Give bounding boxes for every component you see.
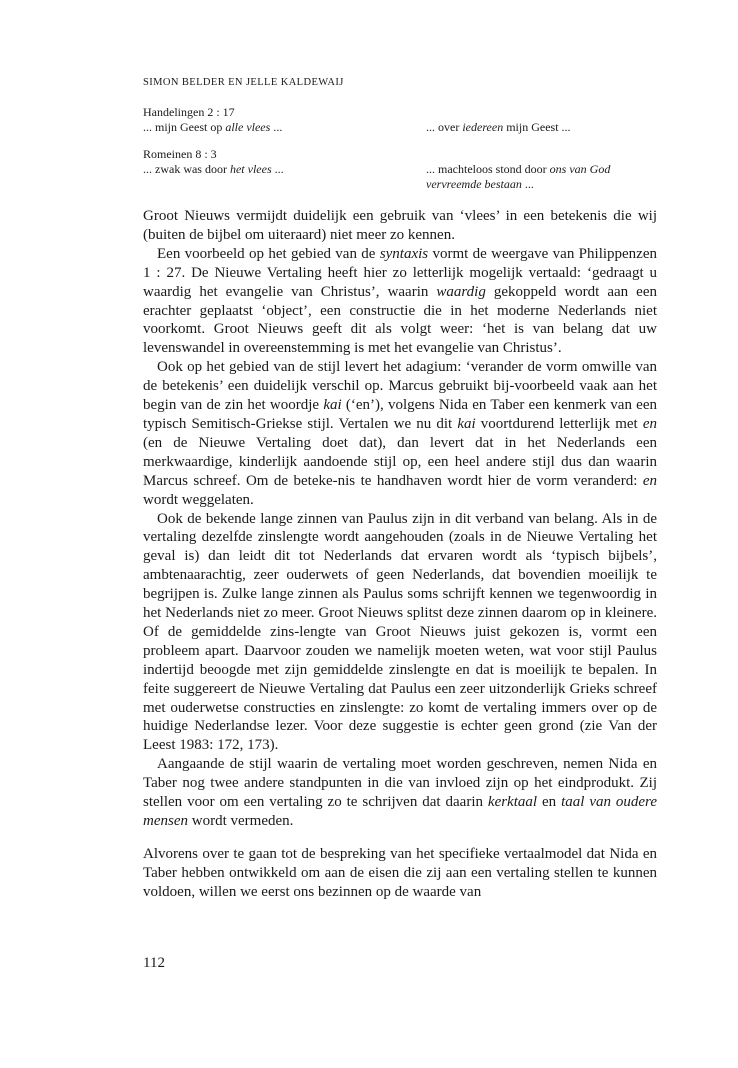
italic-term: kerktaal [487,794,538,811]
paragraph: Groot Nieuws vermijdt duidelijk een gebruik van ‘vlees’ in een betekenis die wij (buiten de bijbel om uiteraard) niet meer zo kennen. [143,208,657,243]
verse-reference: Romeinen 8 : 3 [143,147,217,161]
paragraph: Aangaande de stijl waarin de vertaling moet worden geschreven, nemen Nida en Taber nog twee andere standpunten in die van invloed zijn op het eindprodukt. Zij stellen voor om een vertaling zo te schrijven dat daarin kerktaal en taal van oudere mensen wordt vermeden. [143,756,657,829]
italic-term: taal van oudere mensen [143,794,657,829]
verse-reference: Handelingen 2 : 17 [143,105,235,119]
italic-term: en [642,415,657,432]
italic-term: ons van God vervreemde bestaan [426,162,611,191]
italic-term: alle vlees [225,120,271,134]
italic-term: kai [323,397,342,414]
page-number: 112 [143,955,165,971]
italic-term: en [642,472,657,489]
verse-comparison [143,105,663,204]
paragraph: Alvorens over te gaan tot de bespreking van het specifieke vertaalmodel dat Nida en Taber hebben ontwikkeld om aan de eisen die zij aan een vertaling stellen te kunnen voldoen, willen we eerst ons bezinnen op de waarde van [143,845,657,900]
paragraph: Ook op het gebied van de stijl levert het adagium: ‘verander de vorm omwille van de betekenis’ een duidelijk verschil op. Marcus gebruikt bij-voorbeeld vaak aan het begin van de zin het woordje kai (‘en’), volgens Nida en Taber een kenmerk van een typisch Semitisch-Griekse stijl. Vertalen we nu dit kai voortdurend letterlijk met en (en de Nieuwe Vertaling doet dat), dan levert dat in het Nederlands een merkwaardige, kinderlijk aandoende stijl op, een heel andere stijl dus dan waarin Marcus schreef. Om de beteke-nis te handhaven wordt hier de vorm veranderd: en wordt weggelaten. [143,359,657,508]
italic-term: iedereen [462,120,504,134]
verse-block [143,105,663,135]
verse-old-translation: ... mijn Geest op alle vlees ... [143,120,283,134]
paragraph: Een voorbeeld op het gebied van de syntaxis vormt de weergave van Philippenzen 1 : 27. De Nieuwe Vertaling heeft hier zo letterlijk mogelijk vertaald: ‘gedraagt u waardig het evangelie van Christus’, waarin waardig gekoppeld wordt aan een erachter geplaatst ‘object’, een constructie die in het moderne Nederlands niet voorkomt. Groot Nieuws geeft dit als volgt weer: ‘het is van belang dat uw levenswandel in overeenstemming is met het evangelie van Christus’. [143,245,657,357]
verse-block [143,147,663,192]
italic-term: waardig [436,283,486,300]
verse-old-translation: ... zwak was door het vlees ... [143,162,284,176]
italic-term: het vlees [229,162,272,176]
body-text [143,207,657,902]
verse-new-translation: ... over iedereen mijn Geest ... [426,120,571,134]
italic-term: kai [457,415,476,432]
italic-term: syntaxis [379,245,429,262]
paragraph: Ook de bekende lange zinnen van Paulus zijn in dit verband van belang. Als in de vertaling dezelfde zinslengte wordt aangehouden (zoals in de Nieuwe Vertaling het geval is) dan leidt dit tot Nederlands dat ervaren wordt als ‘typisch bijbels’, ambtenaarachtig, zeer ouderwets of geen Nederlands, dat bovendien moeilijk te begrijpen is. Zulke lange zinnen als Paulus soms schrijft kennen we tegenwoordig in het Nederlands niet zo meer. Groot Nieuws splitst deze zinnen daarom op in kleinere. Of de gemiddelde zins-lengte van Groot Nieuws juist gekozen is, vormt een probleem apart. Daarvoor zouden we namelijk moeten weten, wat voor stijl Paulus indertijd beoogde met zijn gemiddelde zinslengte en dat is moeilijk te bepalen. In feite suggereert de Nieuwe Vertaling dat Paulus een zeer uitzonderlijk Grieks schreef met ouderwetse constructies en zinslengte: zo komt de vertaling immers over op de huidige Nederlandse lezer. Voor deze suggestie is echter geen grond (zie Van der Leest 1983: 172, 173). [143,510,657,754]
running-head: SIMON BELDER EN JELLE KALDEWAIJ [143,77,344,88]
verse-new-translation: ... machteloos stond door ons van God vervreemde bestaan ... [426,162,611,191]
